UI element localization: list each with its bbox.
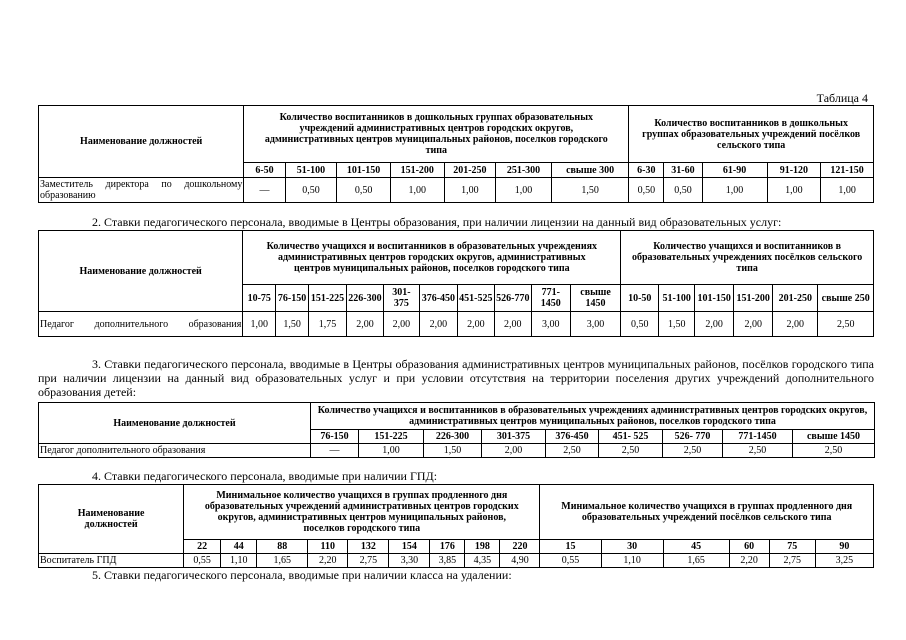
t2-value-cell: 2,00: [347, 312, 384, 337]
t4-value-cell: 4,90: [500, 554, 540, 568]
t3-range-cell: 771-1450: [723, 430, 793, 444]
t4-value-cell: 2,20: [729, 554, 769, 568]
t1-value-cell: 0,50: [629, 178, 664, 203]
t2-range-cell: 10-75: [243, 285, 276, 312]
t4-value-cell: 1,10: [221, 554, 257, 568]
t1-value-cell: 1,50: [551, 178, 628, 203]
t1-value-cell: 1,00: [821, 178, 874, 203]
t4-range-cell: 88: [257, 540, 308, 554]
t1-value-cell: 0,50: [664, 178, 702, 203]
table-row: [39, 554, 874, 568]
t2-value-cell: 2,00: [494, 312, 531, 337]
table-label: Таблица 4: [816, 91, 868, 105]
t2-range-cell: 101-150: [695, 285, 734, 312]
t3-value-cell: —: [311, 444, 359, 458]
t2-group-rural-header: Количество учащихся и воспитанников в образовательных учреждениях посёлков сельского типа: [621, 231, 874, 285]
t4-range-cell: 90: [815, 540, 873, 554]
t2-value-cell: 2,50: [818, 312, 874, 337]
t2-value-cell: 3,00: [531, 312, 570, 337]
t1-range-cell: 6-50: [244, 163, 285, 178]
t4-range-cell: 45: [663, 540, 729, 554]
paragraph-2: 2. Ставки педагогического персонала, вводимые в Центры образования, при наличии лицензии на данный вид образовательных услуг:: [92, 215, 782, 229]
t2-value-cell: 2,00: [773, 312, 818, 337]
t4-range-cell: 15: [540, 540, 601, 554]
t4-value-cell: 3,25: [815, 554, 873, 568]
t4-range-cell: 132: [348, 540, 389, 554]
t4-value-cell: 0,55: [540, 554, 601, 568]
t4-value-cell: 4,35: [465, 554, 500, 568]
table-row: [39, 178, 874, 203]
t2-value-cell: 2,00: [695, 312, 734, 337]
t4-value-cell: 1,65: [257, 554, 308, 568]
t1-value-cell: 1,00: [767, 178, 821, 203]
t2-value-cell: 1,00: [243, 312, 276, 337]
t2-row-name: Педагог дополнительного образования: [39, 312, 243, 337]
t4-value-cell: 0,55: [184, 554, 221, 568]
t2-value-cell: 0,50: [621, 312, 659, 337]
t2-range-cell: свыше 250: [818, 285, 874, 312]
t4-range-cell: 75: [769, 540, 815, 554]
t3-range-cell: 526- 770: [663, 430, 723, 444]
t3-value-cell: 2,00: [482, 444, 546, 458]
t2-range-cell: свыше 1450: [570, 285, 620, 312]
t4-value-cell: 1,10: [601, 554, 663, 568]
t2-range-cell: 226-300: [347, 285, 384, 312]
t4-value-cell: 2,75: [348, 554, 389, 568]
t2-value-cell: 1,75: [309, 312, 347, 337]
t2-range-cell: 451-525: [457, 285, 494, 312]
t1-value-cell: 1,00: [496, 178, 552, 203]
t2-value-cell: 2,00: [734, 312, 773, 337]
t4-value-cell: 3,30: [389, 554, 430, 568]
t1-group-urban-header: Количество воспитанников в дошкольных группах образовательных учреждений административных центров городских округов, административных центров муниципальных районов, поселков городского типа: [244, 106, 629, 163]
t1-range-cell: 91-120: [767, 163, 821, 178]
t2-group-urban-header: Количество учащихся и воспитанников в образовательных учреждениях административных центров городских округов, административных центров муниципальных районов, поселков городского типа: [243, 231, 621, 285]
t1-range-cell: 101-150: [337, 163, 391, 178]
table-row: [39, 312, 874, 337]
t1-range-cell: 61-90: [702, 163, 767, 178]
table-row: [39, 444, 875, 458]
t1-value-cell: 1,00: [444, 178, 496, 203]
t4-range-cell: 154: [389, 540, 430, 554]
t4-value-cell: 2,75: [769, 554, 815, 568]
t2-value-cell: 2,00: [383, 312, 419, 337]
table-4: [38, 484, 874, 568]
t1-range-cell: 251-300: [496, 163, 552, 178]
t1-value-cell: 1,00: [702, 178, 767, 203]
t4-range-cell: 22: [184, 540, 221, 554]
t2-value-cell: 3,00: [570, 312, 620, 337]
t4-value-cell: 2,20: [308, 554, 348, 568]
t2-col-name-header: Наименование должностей: [39, 231, 243, 312]
t1-range-cell: 201-250: [444, 163, 496, 178]
t2-range-cell: 376-450: [419, 285, 457, 312]
t3-value-cell: 2,50: [599, 444, 663, 458]
t3-range-cell: свыше 1450: [793, 430, 875, 444]
t3-value-cell: 2,50: [723, 444, 793, 458]
t3-range-cell: 226-300: [424, 430, 482, 444]
t4-group-rural-header: Минимальное количество учащихся в группах продленного дня образовательных учреждений посёлков сельского типа: [540, 485, 874, 540]
t3-range-cell: 76-150: [311, 430, 359, 444]
t3-value-cell: 2,50: [793, 444, 875, 458]
t1-range-cell: 51-100: [285, 163, 337, 178]
t4-range-cell: 60: [729, 540, 769, 554]
paragraph-3: 3. Ставки педагогического персонала, вводимые в Центры образования административных центров муниципальных районов, посёлков городского типа при наличии лицензии на данный вид образовательных услуг и при условии отсутствия на территории поселения других учреждений дополнительного образования детей:: [38, 357, 874, 399]
t2-range-cell: 151-200: [734, 285, 773, 312]
table-2: [38, 230, 874, 337]
t4-value-cell: 3,85: [430, 554, 465, 568]
t1-range-cell: 121-150: [821, 163, 874, 178]
t4-range-cell: 176: [430, 540, 465, 554]
t1-range-cell: 31-60: [664, 163, 702, 178]
t1-range-cell: 6-30: [629, 163, 664, 178]
t1-value-cell: 0,50: [285, 178, 337, 203]
t2-value-cell: 2,00: [457, 312, 494, 337]
t3-col-name-header: Наименование должностей: [39, 403, 311, 444]
t3-value-cell: 1,50: [424, 444, 482, 458]
t4-range-cell: 198: [465, 540, 500, 554]
t1-value-cell: 0,50: [337, 178, 391, 203]
t3-range-cell: 376-450: [546, 430, 599, 444]
t3-value-cell: 2,50: [546, 444, 599, 458]
t2-value-cell: 2,00: [419, 312, 457, 337]
t1-range-cell: 151-200: [390, 163, 444, 178]
t2-range-cell: 526-770: [494, 285, 531, 312]
t2-range-cell: 51-100: [659, 285, 695, 312]
t2-value-cell: 1,50: [276, 312, 309, 337]
t3-value-cell: 1,00: [359, 444, 424, 458]
t3-range-cell: 301-375: [482, 430, 546, 444]
t2-range-cell: 76-150: [276, 285, 309, 312]
t2-range-cell: 201-250: [773, 285, 818, 312]
table-3: [38, 402, 875, 458]
t3-range-cell: 151-225: [359, 430, 424, 444]
t4-range-cell: 220: [500, 540, 540, 554]
t1-value-cell: 1,00: [390, 178, 444, 203]
t1-group-rural-header: Количество воспитанников в дошкольных группах образовательных учреждений посёлков сельского типа: [629, 106, 874, 163]
t4-value-cell: 1,65: [663, 554, 729, 568]
t4-col-name-header: Наименование должностей: [39, 485, 184, 554]
paragraph-5: 5. Ставки педагогического персонала, вводимые при наличии класса на удалении:: [92, 568, 512, 582]
t2-range-cell: 10-50: [621, 285, 659, 312]
t1-value-cell: —: [244, 178, 285, 203]
t2-range-cell: 151-225: [309, 285, 347, 312]
paragraph-4: 4. Ставки педагогического персонала, вводимые при наличии ГПД:: [92, 469, 438, 483]
t1-col-name-header: Наименование должностей: [39, 106, 244, 178]
t3-range-cell: 451- 525: [599, 430, 663, 444]
t2-value-cell: 1,50: [659, 312, 695, 337]
t2-range-cell: 771-1450: [531, 285, 570, 312]
t2-range-cell: 301-375: [383, 285, 419, 312]
t4-group-urban-header: Минимальное количество учащихся в группах продленного дня образовательных учреждений административных центров городских округов, административных центров муниципальных районов, поселков городского типа: [184, 485, 540, 540]
t3-row-name: Педагог дополнительного образования: [39, 444, 311, 458]
t3-value-cell: 2,50: [663, 444, 723, 458]
t4-range-cell: 30: [601, 540, 663, 554]
t4-range-cell: 44: [221, 540, 257, 554]
t4-range-cell: 110: [308, 540, 348, 554]
table-1: [38, 105, 874, 203]
t1-row-name: Заместитель директора по дошкольному образованию: [40, 179, 243, 201]
t3-group-header: Количество учащихся и воспитанников в образовательных учреждениях административных центров городских округов, административных центров муниципальных районов, поселков городского типа: [311, 403, 875, 430]
t4-row-name: Воспитатель ГПД: [39, 554, 184, 568]
t1-range-cell: свыше 300: [551, 163, 628, 178]
